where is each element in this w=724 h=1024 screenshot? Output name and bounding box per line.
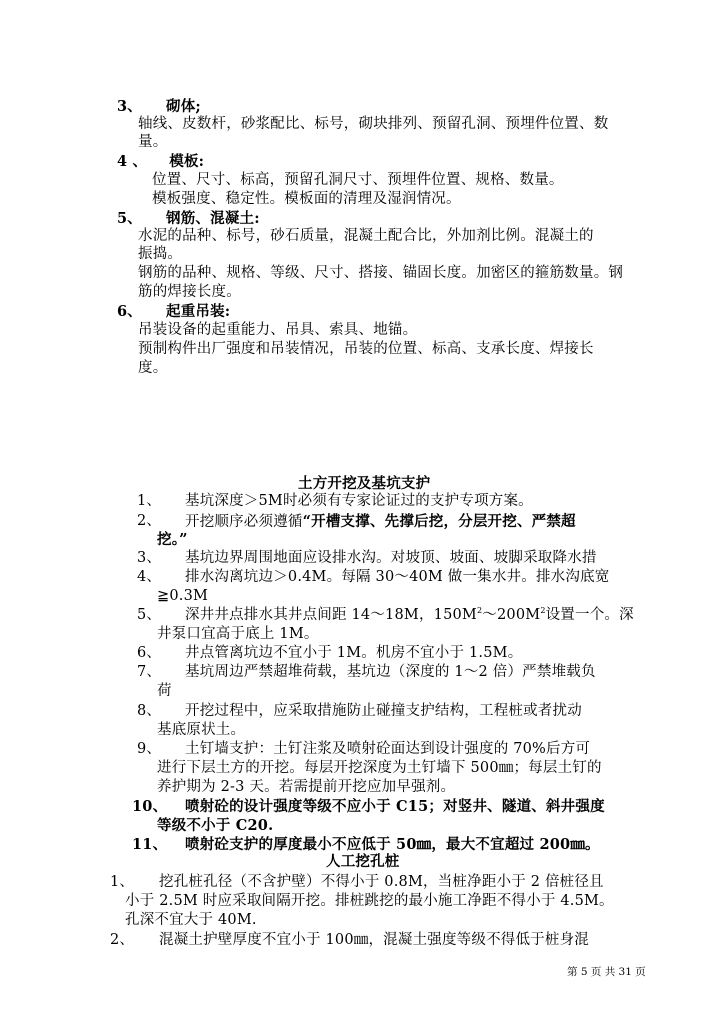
item-4-heading — [117, 153, 204, 170]
list-number: 1、 — [110, 874, 135, 890]
section-title: 人工挖孔桩 — [326, 853, 400, 870]
body-line: 轴线、皮数杆，砂浆配比、标号，砌块排列、预留孔洞、预埋件位置、数 — [138, 116, 609, 132]
body-line: 度。 — [138, 360, 168, 376]
body-line: 挖孔桩孔径（不含护壁）不得小于 0.8M，当桩净距小于 2 倍桩径且 — [159, 874, 604, 890]
body-line: 进行下层土方的开挖。每层开挖深度为土钉墙下 500㎜；每层土钉的 — [157, 760, 602, 776]
list-number: 11、 — [132, 836, 168, 853]
body-line: 基坑边界周围地面应设排水沟。对坡顶、坡面、坡脚采取降水措 — [185, 550, 597, 566]
list-number: 6、 — [137, 645, 162, 661]
body-line: 荷 — [157, 683, 172, 699]
body-line: 井点管离坑边不宜小于 1M。机房不宜小于 1.5M。 — [185, 645, 523, 661]
body-line: 混凝土护壁厚度不宜小于 100㎜，混凝土强度等级不得低于桩身混 — [159, 932, 589, 948]
body-line: 基坑深度＞5M时必须有专家论证过的支护专项方案。 — [185, 493, 533, 509]
text-run: ～200M — [482, 607, 541, 623]
list-number: 8、 — [137, 703, 162, 719]
body-line: 等级不小于 C20. — [157, 817, 274, 834]
body-line: 预制构件出厂强度和吊装情况，吊装的位置、标高、支承长度、焊接长 — [138, 341, 594, 357]
list-number: 2、 — [137, 513, 162, 529]
list-number: 7、 — [137, 664, 162, 680]
list-number: 5、 — [137, 607, 162, 623]
body-line: 井泵口宜高于底上 1M。 — [157, 626, 319, 642]
section-title: 土方开挖及基坑支护 — [298, 475, 431, 492]
body-line: 小于 2.5M 时应采取间隔开挖。排桩跳挖的最小施工净距不得小于 4.5M。 — [125, 893, 614, 909]
body-line: 量。 — [138, 134, 168, 150]
body-line: 孔深不宜大于 40M. — [125, 912, 257, 928]
body-line — [185, 607, 634, 624]
superscript: 2 — [540, 606, 546, 616]
body-line: 喷射砼支护的厚度最小不应低于 50㎜，最大不宜超过 200㎜。 — [185, 836, 600, 853]
item-number: 6、 — [117, 303, 142, 320]
list-number: 1、 — [137, 493, 162, 509]
text-run: 深井井点排水其井点间距 14～18M，150M — [185, 607, 477, 623]
body-line: 吊装设备的起重能力、吊具、索具、地锚。 — [138, 322, 418, 338]
body-line: 水泥的品种、标号，砂石质量，混凝土配合比，外加剂比例。混凝土的 — [138, 228, 594, 244]
list-number: 2、 — [110, 932, 135, 948]
text-run: 开挖顺序必须遵循 — [185, 514, 303, 530]
text-run-bold: “开槽支撑、先撑后挖，分层开挖、严禁超 — [302, 513, 576, 530]
item-number: 3、 — [117, 98, 142, 115]
item-3-heading — [117, 98, 201, 115]
item-title: 砌体; — [166, 98, 201, 115]
body-line: 挖。” — [157, 531, 188, 548]
list-number: 9、 — [137, 741, 162, 757]
body-line: 模板强度、稳定性。模板面的清理及湿润情况。 — [152, 191, 461, 207]
item-number: 5、 — [117, 210, 142, 227]
item-title: 模板: — [169, 153, 205, 170]
body-line: 养护期为 2-3 天。若需提前开挖应加早强剂。 — [157, 779, 456, 795]
item-title: 钢筋、混凝土: — [166, 210, 260, 227]
superscript: 2 — [476, 606, 483, 616]
body-line: 基底原状土。 — [157, 722, 246, 738]
body-line: 位置、尺寸、标高，预留孔洞尺寸、预埋件位置、规格、数量。 — [152, 172, 564, 188]
body-line: 振捣。 — [138, 246, 183, 262]
body-line: 筋的焊接长度。 — [138, 284, 241, 300]
page-number: 第 5 页 共 31 页 — [567, 966, 646, 978]
list-number: 4、 — [137, 569, 162, 585]
text-run: 设置一个。深 — [545, 607, 634, 623]
body-line: 排水沟离坑边＞0.4M。每隔 30～40M 做一集水井。排水沟底宽 — [185, 569, 610, 585]
list-number: 10、 — [132, 798, 168, 815]
body-line — [185, 513, 576, 531]
body-line: 基坑周边严禁超堆荷载，基坑边（深度的 1～2 倍）严禁堆载负 — [185, 664, 596, 680]
item-title: 起重吊装: — [166, 303, 231, 320]
item-6-heading — [117, 303, 230, 320]
list-number: 3、 — [137, 550, 162, 566]
body-line: 钢筋的品种、规格、等级、尺寸、搭接、锚固长度。加密区的箍筋数量。钢 — [138, 265, 624, 281]
body-line: 喷射砼的设计强度等级不应小于 C15；对竖井、隧道、斜井强度 — [185, 798, 605, 815]
body-line: ≧0.3M — [157, 588, 209, 604]
body-line: 开挖过程中，应采取措施防止碰撞支护结构，工程桩或者扰动 — [185, 703, 582, 719]
body-line: 土钉墙支护：土钉注浆及喷射砼面达到设计强度的 70%后方可 — [185, 741, 591, 757]
item-number: 4 、 — [117, 153, 148, 170]
item-5-heading — [117, 210, 260, 227]
